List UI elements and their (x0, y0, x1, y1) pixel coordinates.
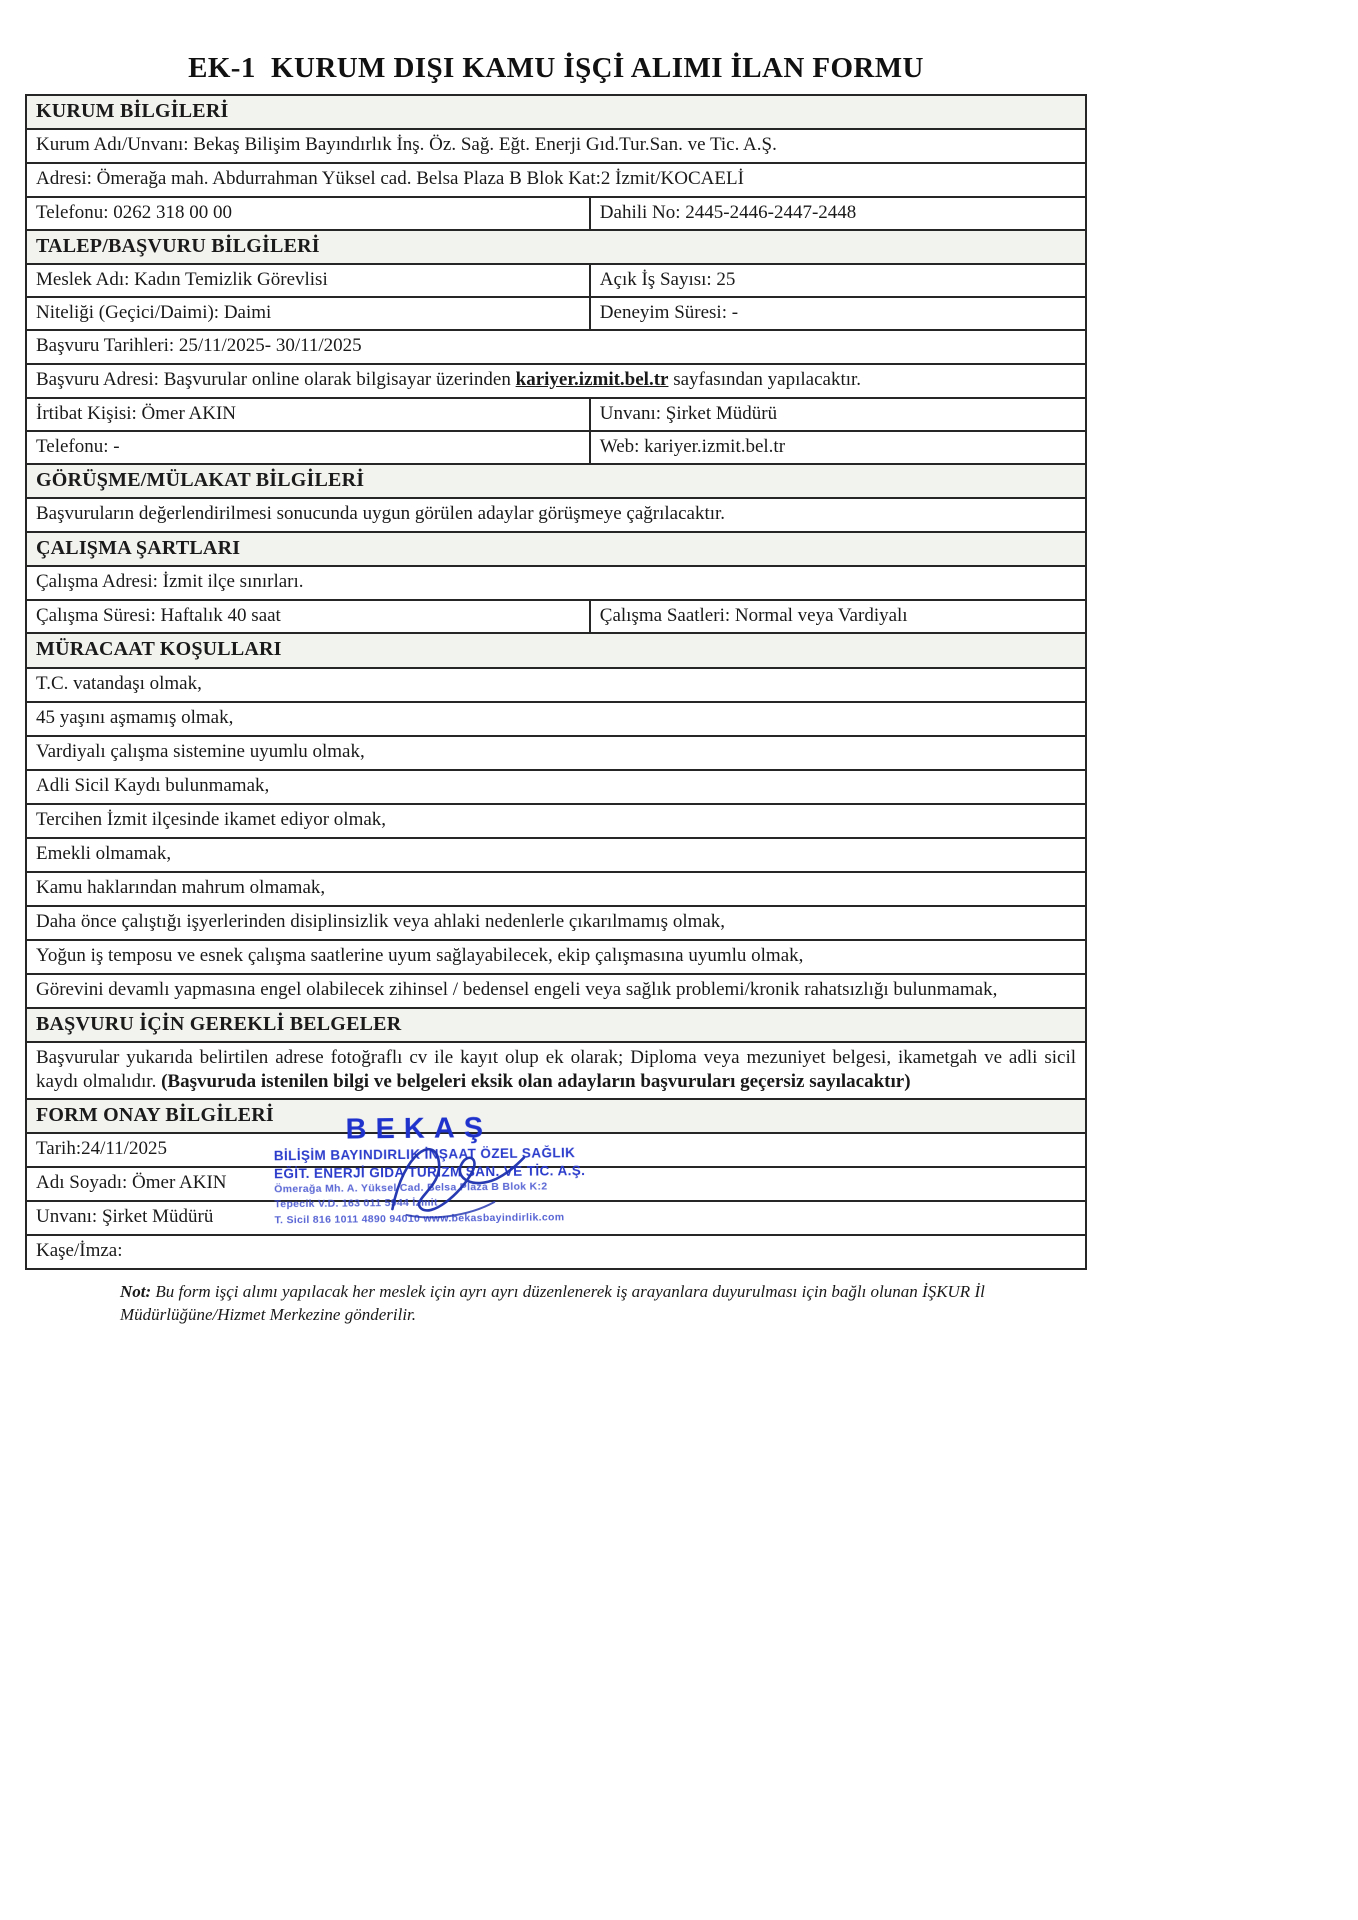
basvuru-adresi-url: kariyer.izmit.bel.tr (515, 369, 669, 391)
row-telefon-dahili (27, 198, 1085, 231)
section-header-gerekli-belgeler: BAŞVURU İÇİN GEREKLİ BELGELER (27, 1009, 1085, 1043)
field-irtibat-unvani: Unvanı: Şirket Müdürü (589, 399, 1085, 430)
field-calisma-saatleri: Çalışma Saatleri: Normal veya Vardiyalı (589, 601, 1085, 632)
form-onay-section (27, 1100, 1085, 1268)
field-web: Web: kariyer.izmit.bel.tr (589, 432, 1085, 463)
condition-item: Görevini devamlı yapmasına engel olabilecek zihinsel / bedensel engeli veya sağlık problemi/kronik rahatsızlığı bulunmamak, (27, 975, 1085, 1009)
field-meslek-adi: Meslek Adı: Kadın Temizlik Görevlisi (36, 269, 328, 291)
footer-note (120, 1280, 992, 1327)
condition-item: Daha önce çalıştığı işyerlerinden disiplinsizlik veya ahlaki nedenlerle çıkarılmamış olmak, (27, 907, 1085, 941)
form-content (25, 52, 1087, 1327)
footer-note-prefix: Not: (120, 1281, 152, 1301)
stamp-tax-line: Tepecik V.D. 163 011 5944 İzmit (274, 1196, 438, 1211)
field-adresi: Adresi: Ömerağa mah. Abdurrahman Yüksel cad. Belsa Plaza B Blok Kat:2 İzmit/KOCAELİ (27, 164, 1085, 198)
field-kase-imza: Kaşe/İmza: (36, 1239, 123, 1261)
field-dahili-no: Dahili No: 2445-2446-2447-2448 (589, 198, 1085, 229)
condition-item: Vardiyalı çalışma sistemine uyumlu olmak, (27, 737, 1085, 771)
row-sure-saat (27, 601, 1085, 634)
row-meslek-acikis (27, 265, 1085, 298)
row-telefon-web (27, 432, 1085, 465)
section-header-calisma-sartlari: ÇALIŞMA ŞARTLARI (27, 533, 1085, 567)
field-kurum-adi: Kurum Adı/Unvanı: Bekaş Bilişim Bayındırlık İnş. Öz. Sağ. Eğt. Enerji Gıd.Tur.San. ve Tic. A.Ş. (27, 130, 1085, 164)
field-gorusme-text: Başvuruların değerlendirilmesi sonucunda uygun görülen adaylar görüşmeye çağrılacaktır. (27, 499, 1085, 533)
stamp-line-3: EĞİT. ENERJİ GIDA TURİZM SAN. VE TİC. A.Ş. (273, 1162, 586, 1181)
stamp-address-line: Ömerağa Mh. A. Yüksel Cad. Belsa Plaza B Blok K:2 (274, 1180, 548, 1196)
row-irtibat-unvan (27, 399, 1085, 432)
condition-item: Adli Sicil Kaydı bulunmamak, (27, 771, 1085, 805)
field-calisma-suresi: Çalışma Süresi: Haftalık 40 saat (36, 605, 281, 627)
condition-item: Tercihen İzmit ilçesinde ikamet ediyor olmak, (27, 805, 1085, 839)
section-header-form-onay: FORM ONAY BİLGİLERİ (27, 1100, 1085, 1134)
field-telefonu: Telefonu: 0262 318 00 00 (36, 202, 233, 224)
basvuru-adresi-text: Başvuru Adresi: Başvurular online olarak bilgisayar üzerinden (36, 369, 516, 391)
section-header-gorusme: GÖRÜŞME/MÜLAKAT BİLGİLERİ (27, 465, 1085, 499)
belgeler-text-bold: (Başvuruda istenilen bilgi ve belgeleri eksik olan adayların başvuruları geçersiz sayılacaktır) (161, 1070, 911, 1092)
field-adi-soyadi: Adı Soyadı: Ömer AKIN (27, 1168, 1085, 1202)
field-irtibat-telefonu: Telefonu: - (36, 436, 120, 458)
field-tarih: Tarih:24/11/2025 (27, 1134, 1085, 1168)
field-gerekli-belgeler-text (27, 1043, 1085, 1100)
belgeler-text-normal: Başvurular yukarıda belirtilen adrese fotoğraflı cv ile kayıt olup ek olarak; Diploma veya mezuniyet belgesi, ikametgah ve adli sicil kaydı olmalıdır. (36, 1046, 1076, 1092)
field-calisma-adresi: Çalışma Adresi: İzmit ilçe sınırları. (27, 567, 1085, 601)
field-basvuru-adresi (27, 365, 1085, 399)
footer-note-text: Bu form işçi alımı yapılacak her meslek için ayrı ayrı düzenlenerek iş arayanlara duyurulması için bağlı olunan İŞKUR İl Müdürlüğüne/Hizmet Merkezine gönderilir. (120, 1281, 985, 1325)
field-niteligi: Niteliği (Geçici/Daimi): Daimi (36, 302, 272, 324)
condition-item: T.C. vatandaşı olmak, (27, 669, 1085, 703)
condition-item: Kamu haklarından mahrum olmamak, (27, 873, 1085, 907)
condition-item: Yoğun iş temposu ve esnek çalışma saatlerine uyum sağlayabilecek, ekip çalışmasına uyumlu olmak, (27, 941, 1085, 975)
section-header-muracaat-kosullari: MÜRACAAT KOŞULLARI (27, 634, 1085, 668)
condition-item: 45 yaşını aşmamış olmak, (27, 703, 1085, 737)
condition-item: Emekli olmamak, (27, 839, 1085, 873)
stamp-web-line: T. Sicil 816 1011 4890 94010 www.bekasbayindirlik.com (274, 1210, 565, 1226)
page-title: EK-1 KURUM DIŞI KAMU İŞÇİ ALIMI İLAN FORMU (188, 52, 924, 84)
field-onay-unvani: Unvanı: Şirket Müdürü (27, 1202, 1085, 1236)
field-deneyim-suresi: Deneyim Süresi: - (589, 298, 1085, 329)
field-irtibat-kisisi: İrtibat Kişisi: Ömer AKIN (36, 403, 237, 425)
section-header-kurum-bilgileri: KURUM BİLGİLERİ (27, 96, 1085, 130)
basvuru-adresi-text-end: sayfasından yapılacaktır. (668, 369, 862, 391)
row-nitelik-deneyim (27, 298, 1085, 331)
section-header-talep-basvuru: TALEP/BAŞVURU BİLGİLERİ (27, 231, 1085, 265)
stamp-company-name: BEKAŞ (345, 1111, 493, 1146)
stamp-line-2: BİLİŞİM BAYINDIRLIK İNŞAAT ÖZEL SAĞLIK (273, 1144, 576, 1163)
field-basvuru-tarihleri: Başvuru Tarihleri: 25/11/2025- 30/11/2025 (27, 331, 1085, 365)
form-table (25, 94, 1087, 1270)
field-acik-is-sayisi: Açık İş Sayısı: 25 (589, 265, 1085, 296)
